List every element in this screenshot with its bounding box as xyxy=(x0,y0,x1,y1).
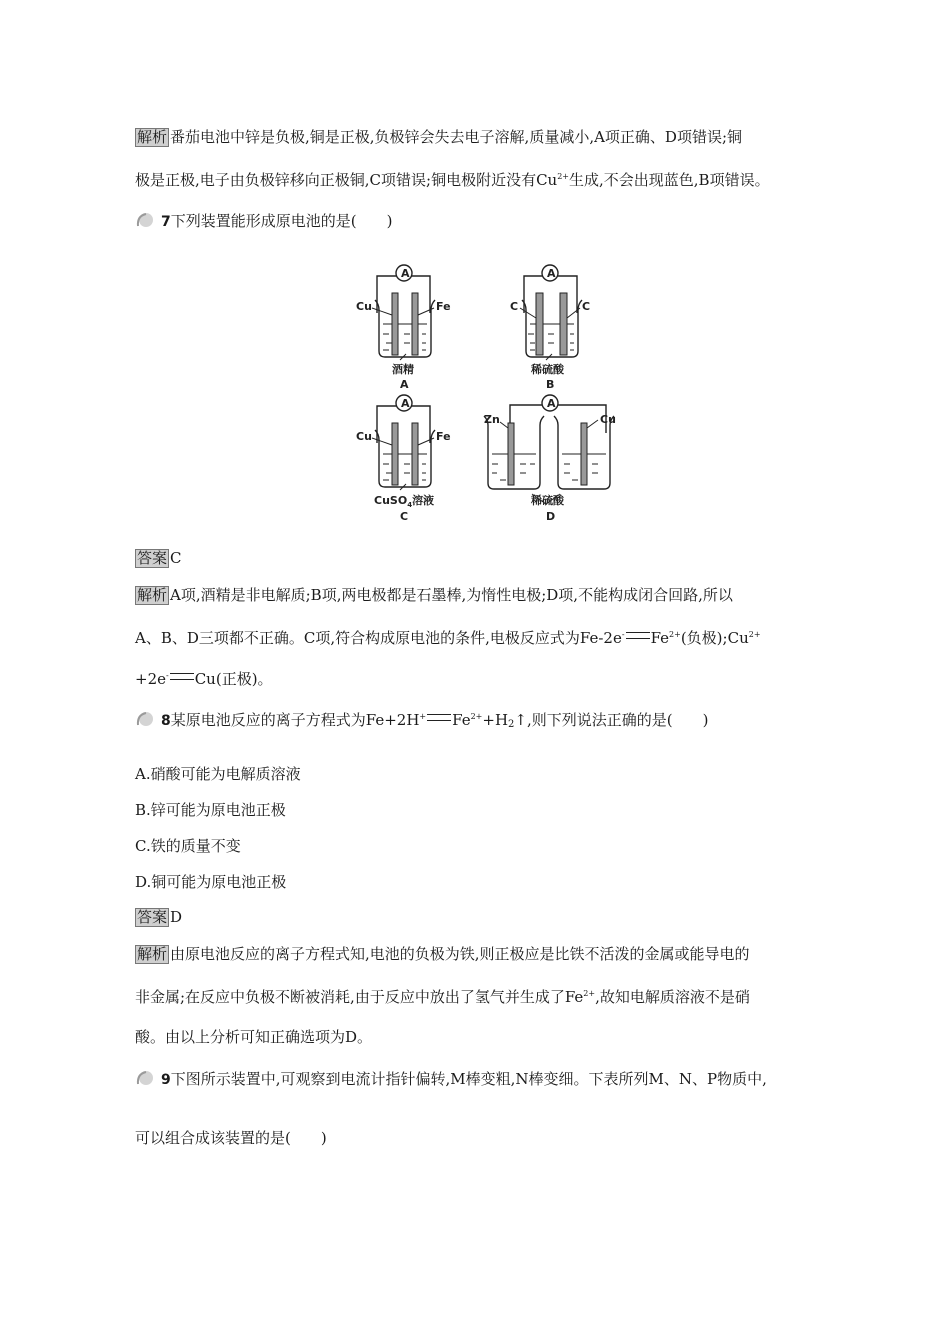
question-number: 9 xyxy=(161,1072,171,1088)
q7-apparatus-diagram xyxy=(350,258,670,533)
apparatus-a-right-electrode: Fe xyxy=(436,300,451,313)
apparatus-d xyxy=(484,395,614,504)
q8-option-d: D.铜可能为原电池正极 xyxy=(135,873,287,891)
equals-symbol xyxy=(170,673,194,680)
q6-analysis-line-2: 极是正极,电子由负极锌移向正极铜,C项错误;铜电极附近没有$Cu^{2+}$生成,不会出现蓝色,B项错误。 xyxy=(135,171,770,189)
q7-analysis-line-2: A、B、D三项都不正确。C项,符合构成原电池的条件,电极反应式为Fe-2e- $Fe^{2+}$(负极)$;Cu^{2+}$ xyxy=(135,629,761,647)
question-marker-icon xyxy=(135,212,157,228)
question-number: 7 xyxy=(161,214,171,230)
apparatus-a-solution: 酒精 xyxy=(392,363,414,376)
q9-stem-line-1: 9下图所示装置中,可观察到电流计指针偏转,M棒变粗,N棒变细。下表所列M、N、P物质中, xyxy=(135,1069,767,1090)
apparatus-b-solution: 稀硫酸 xyxy=(531,363,564,376)
q8-analysis-line-1: 解析 由原电池反应的离子方程式知,电池的负极为铁,则正极应是比铁不活泼的金属或能导电的 xyxy=(137,945,750,963)
question-marker-icon xyxy=(135,711,157,727)
equals-symbol xyxy=(427,714,451,721)
q8-option-a: A.硝酸可能为电解质溶液 xyxy=(135,765,301,783)
q8-analysis-line-3: 酸。由以上分析可知正确选项为D。 xyxy=(135,1028,373,1046)
q8-stem: 8某原电池反应的离子方程式为Fe+2H+ $Fe^{2+}+H_2↑$,则下列说法正确的是( ) xyxy=(135,710,708,731)
meter-label-d: A xyxy=(547,397,556,410)
answer-value: C xyxy=(170,549,182,567)
q7-analysis-line-3: +2e- Cu(正极)。 xyxy=(135,670,273,688)
q6-analysis-line-1: 解析 番茄电池中锌是负极,铜是正极,负极锌会失去电子溶解,质量减小,A项正确、D项错误;铜 xyxy=(137,128,743,146)
q7-analysis-line-1: 解析 A项,酒精是非电解质;B项,两电极都是石墨棒,为惰性电极;D项,不能构成闭合回路,所以 xyxy=(137,586,733,604)
apparatus-d-right-electrode: Cu xyxy=(600,413,616,426)
meter-label-b: A xyxy=(547,267,556,280)
q8-option-b: B.锌可能为原电池正极 xyxy=(135,801,286,819)
q7-stem xyxy=(135,211,392,232)
question-number: 8 xyxy=(161,713,171,729)
answer-tag: 答案 xyxy=(137,908,168,926)
apparatus-a-left-electrode: Cu xyxy=(356,300,372,313)
apparatus-a-label: A xyxy=(400,378,409,391)
analysis-tag: 解析 xyxy=(137,128,168,146)
apparatus-d-left-electrode: Zn xyxy=(484,413,500,426)
q7-answer xyxy=(135,548,182,568)
apparatus-c-label: C xyxy=(400,510,409,523)
apparatus-b-right-electrode: C xyxy=(582,300,591,313)
apparatus-c-left-electrode: Cu xyxy=(356,430,372,443)
apparatus-d-solution: 稀硫酸 xyxy=(531,494,564,507)
q8-answer xyxy=(135,907,182,927)
meter-label-a: A xyxy=(401,267,410,280)
meter-label-c: A xyxy=(401,397,410,410)
equals-symbol xyxy=(626,632,650,639)
apparatus-c-right-electrode: Fe xyxy=(436,430,451,443)
analysis-tag: 解析 xyxy=(137,586,168,604)
q9-stem-line-2: 可以组合成该装置的是( ) xyxy=(135,1129,327,1147)
question-text: 下列装置能形成原电池的是( ) xyxy=(170,212,393,230)
question-marker-icon xyxy=(135,1070,157,1086)
analysis-tag: 解析 xyxy=(137,945,168,963)
apparatus-b-left-electrode: C xyxy=(510,300,519,313)
apparatus-d-label: D xyxy=(546,510,556,523)
answer-value: D xyxy=(170,908,183,926)
q8-option-c: C.铁的质量不变 xyxy=(135,837,241,855)
answer-tag: 答案 xyxy=(137,549,168,567)
q8-analysis-line-2: 非金属;在反应中负极不断被消耗,由于反应中放出了氢气并生成了$Fe^{2+}$,故知电解质溶液不是硝 xyxy=(135,988,750,1006)
apparatus-c-solution: CuSO$_4$溶液 xyxy=(374,494,435,509)
apparatus-b-label: B xyxy=(546,378,555,391)
